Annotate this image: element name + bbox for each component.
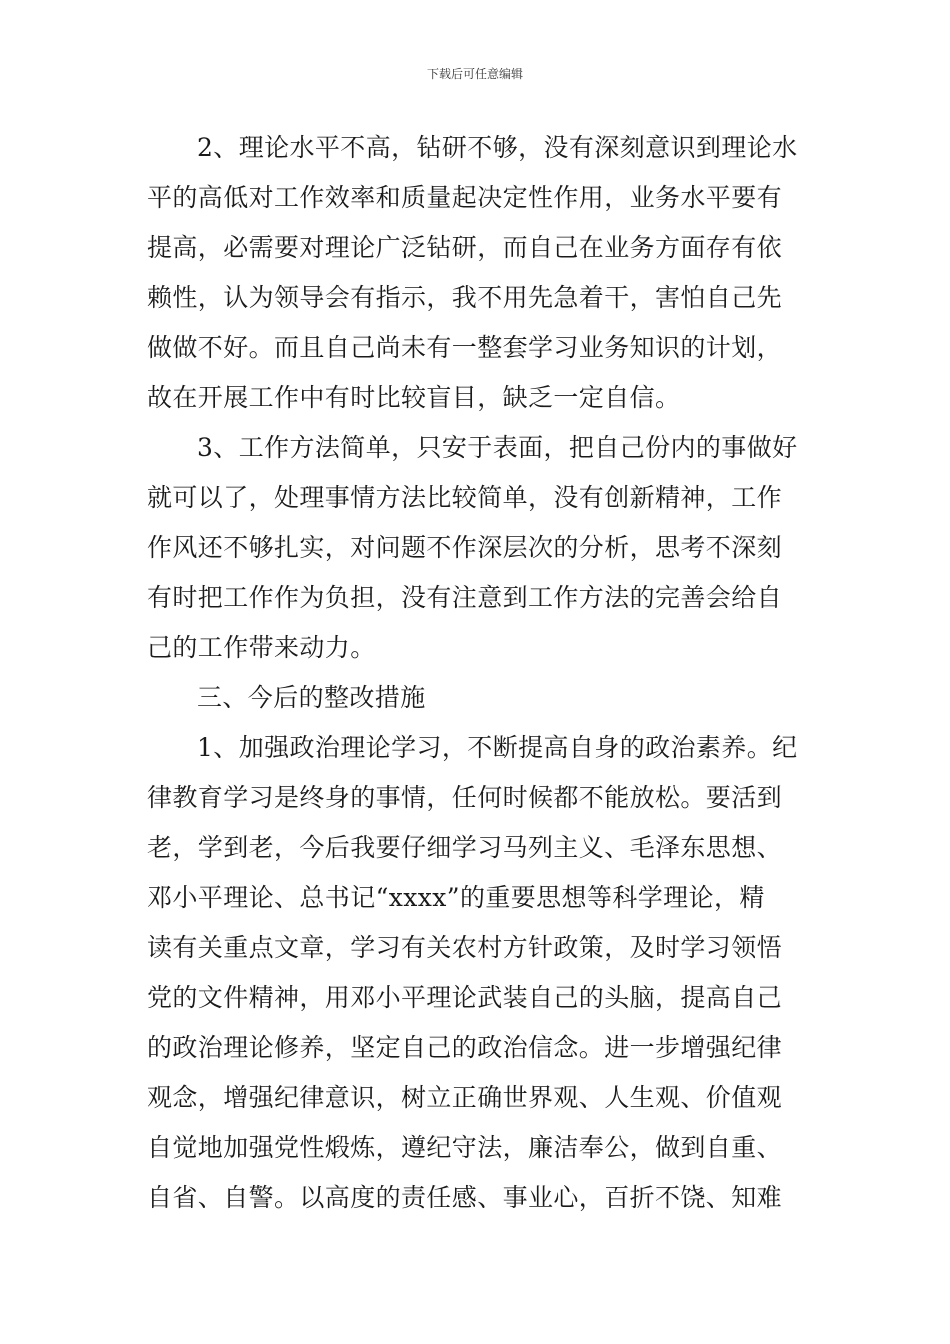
paragraph-line: 故在开展工作中有时比较盲目，缺乏一定自信。 <box>147 383 681 412</box>
section-heading: 三、今后的整改措施 <box>197 683 426 712</box>
paragraph-line: 律教育学习是终身的事情，任何时候都不能放松。要活到 <box>147 783 783 812</box>
paragraph-line: 提高，必需要对理论广泛钻研，而自己在业务方面存有依 <box>147 233 783 262</box>
paragraph-line: 2、理论水平不高，钻研不够，没有深刻意识到理论水 <box>197 133 798 162</box>
document-body <box>147 123 807 1223</box>
paragraph-line: 做做不好。而且自己尚未有一整套学习业务知识的计划， <box>147 333 783 362</box>
paragraph-line: 就可以了，处理事情方法比较简单，没有创新精神，工作 <box>147 483 783 512</box>
paragraph-line: 赖性，认为领导会有指示，我不用先急着干，害怕自己先 <box>147 283 783 312</box>
paragraph-line: 3、工作方法简单，只安于表面，把自己份内的事做好 <box>197 433 798 462</box>
paragraph-line: 己的工作带来动力。 <box>147 633 376 662</box>
paragraph-line: 作风还不够扎实，对问题不作深层次的分析，思考不深刻 <box>147 533 783 562</box>
paragraph-line: 的政治理论修养，坚定自己的政治信念。进一步增强纪律 <box>147 1033 783 1062</box>
paragraph-line: 老，学到老，今后我要仔细学习马列主义、毛泽东思想、 <box>147 833 783 862</box>
paragraph-line: 党的文件精神，用邓小平理论武装自己的头脑，提高自己 <box>147 983 783 1012</box>
paragraph-line: 1、加强政治理论学习，不断提高自身的政治素养。纪 <box>197 733 798 762</box>
paragraph-line: 读有关重点文章，学习有关农村方针政策，及时学习领悟 <box>147 933 783 962</box>
paragraph-line: 有时把工作作为负担，没有注意到工作方法的完善会给自 <box>147 583 783 612</box>
paragraph-line: 平的高低对工作效率和质量起决定性作用，业务水平要有 <box>147 183 783 212</box>
paragraph-line: 自觉地加强党性煅炼，遵纪守法，廉洁奉公，做到自重、 <box>147 1133 783 1162</box>
paragraph-line: 观念，增强纪律意识，树立正确世界观、人生观、价值观 <box>147 1083 783 1112</box>
page-header: 下载后可任意编辑 <box>426 67 523 81</box>
paragraph-line: 自省、自警。以高度的责任感、事业心，百折不饶、知难 <box>147 1183 783 1212</box>
paragraph-line: 邓小平理论、总书记“xxxx”的重要思想等科学理论，精 <box>147 883 765 912</box>
